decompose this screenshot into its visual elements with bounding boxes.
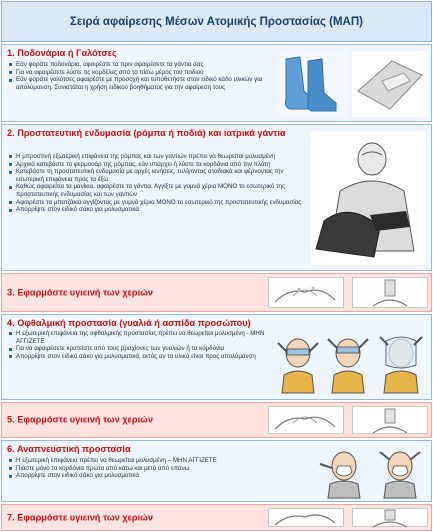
bullet-item: Για να αφαιρέσετε λύστε τις κορδέλες από το πίσω μέρος του ποδιού <box>8 69 278 77</box>
boot-remover-image <box>352 51 428 117</box>
section-title: 5. Εφαρμόστε υγιεινή των χεριών <box>7 414 153 425</box>
section-respiratory-protection <box>1 440 432 502</box>
bullet-item: Εάν φοράτε ποδονάρια, αφαιρέστε τα πριν αφαιρέσετε τα γάντια σας <box>8 61 278 69</box>
bullet-list <box>8 330 270 360</box>
section-title: 3. Εφαρμόστε υγιεινή των χεριών <box>7 287 153 297</box>
section-title: 6. Αναπνευστική προστασία <box>7 444 131 454</box>
bullet-item: Η μπροστινή εξωτερική επιφάνεια της ρόμπας και των γαντιών πρέπει να θεωρείται μολυσμένη <box>8 153 306 161</box>
bullet-item: Απορρίψτε στον ειδικό σάκο για μολυσματικά <box>8 206 306 214</box>
page-title: Σειρά αφαίρεσης Μέσων Ατομικής Προστασίας (ΜΑΠ) <box>1 1 432 42</box>
goggles-removal-image <box>274 331 322 395</box>
bullet-list <box>8 457 308 480</box>
goggles-removal-image <box>324 331 372 395</box>
respirator-removal-image <box>316 444 368 500</box>
section-gown-and-gloves <box>1 124 432 271</box>
bullet-item: Αφαιρέστε τα μπατζάκια αγγίζοντας με γυμνά χέρια ΜΟΝΟ το εσωτερικό της προστατευτικής ενδυμασίας <box>8 199 306 207</box>
bullet-list <box>8 153 306 214</box>
respirator-removal-image <box>372 444 428 500</box>
section-eye-protection <box>1 314 432 400</box>
bullet-item: Αρχικά κατεβάστε το φερμουάρ της ρόμπας, εάν υπάρχει ή λύστε τα κορδόνια από την πλάτη <box>8 161 306 169</box>
section-title: 7. Εφαρμόστε υγιεινή των χεριών <box>7 512 153 522</box>
handwash-image <box>268 277 344 308</box>
handwash-image <box>268 406 344 434</box>
hand-rub-image <box>352 406 428 434</box>
bullet-item: Η εξωτερική επιφάνεια πρέπει να θεωρείται μολυσμένη – ΜΗΝ ΑΓΓΙΖΕΤΕ <box>8 457 308 465</box>
section-title: 4. Οφθαλμική προστασία (γυαλιά ή ασπίδα προσώπου) <box>7 318 251 328</box>
section-title: 2. Προστατευτική ενδυμασία (ρόμπα ή ποδιά) και ιατρικά γάντια <box>7 128 286 138</box>
bullet-item: Εάν φοράτε γαλότσες αφαιρέστε με προσοχή και τοποθετήστε στον ειδικό κάδο υλικών για απολύμανση. Συνιστάται η χρήση ειδικού βοηθήματος για την αφαίρεση τους <box>8 76 278 91</box>
section-hand-hygiene-2 <box>1 402 432 438</box>
section-title: 1. Ποδονάρια ή Γαλότσες <box>7 48 117 58</box>
section-hand-hygiene-1 <box>1 273 432 312</box>
hand-rub-image <box>352 508 428 527</box>
bullet-item: Η εξωτερική επιφάνεια της οφθαλμικής προστασίας πρέπει να θεωρείται μολυσμένη - ΜΗΝ ΑΓΓΙΖΕΤΕ <box>8 330 270 345</box>
shoe-covers-image <box>278 51 348 117</box>
hand-rub-image <box>352 277 428 308</box>
bullet-item: Κατεβάστε τη προστατευτική ενδυμασία με αργές κινήσεις, τυλίγοντας σταδιακά και φέρνοντας την εσωτερική επιφάνεια προς τα έξω <box>8 168 306 183</box>
bullet-list <box>8 61 278 91</box>
face-shield-removal-image <box>376 331 426 395</box>
section-shoe-covers <box>1 44 432 122</box>
bullet-item: Απορρίψτε στον ειδικό σάκο για μολυσματικά <box>8 472 308 480</box>
bullet-item: Πιάστε μόνο τα κορδόνια πρώτα από κάτω και μετά από επάνω <box>8 465 308 473</box>
handwash-image <box>268 508 344 527</box>
section-hand-hygiene-3 <box>1 504 432 531</box>
bullet-item: Απορρίψτε στον ειδικό σάκο για μολυσματικά, εκτός αν τα υλικά είναι προς απολύμανση <box>8 353 270 361</box>
bullet-item: Για να αφαιρέσετε κρατείστε από τους βραχίονες των γυαλιών ή τα κορδόνια <box>8 345 270 353</box>
gown-removal-image <box>310 131 426 265</box>
bullet-item: Καθώς αφαιρείται τα μανίκια, αφαιρέστε τα γάντια. Αγγίξτε με γυμνά χέρια ΜΟΝΟ το εσωτερικό της προστατευτικής ενδυμασίας και των γαντιών <box>8 183 306 198</box>
